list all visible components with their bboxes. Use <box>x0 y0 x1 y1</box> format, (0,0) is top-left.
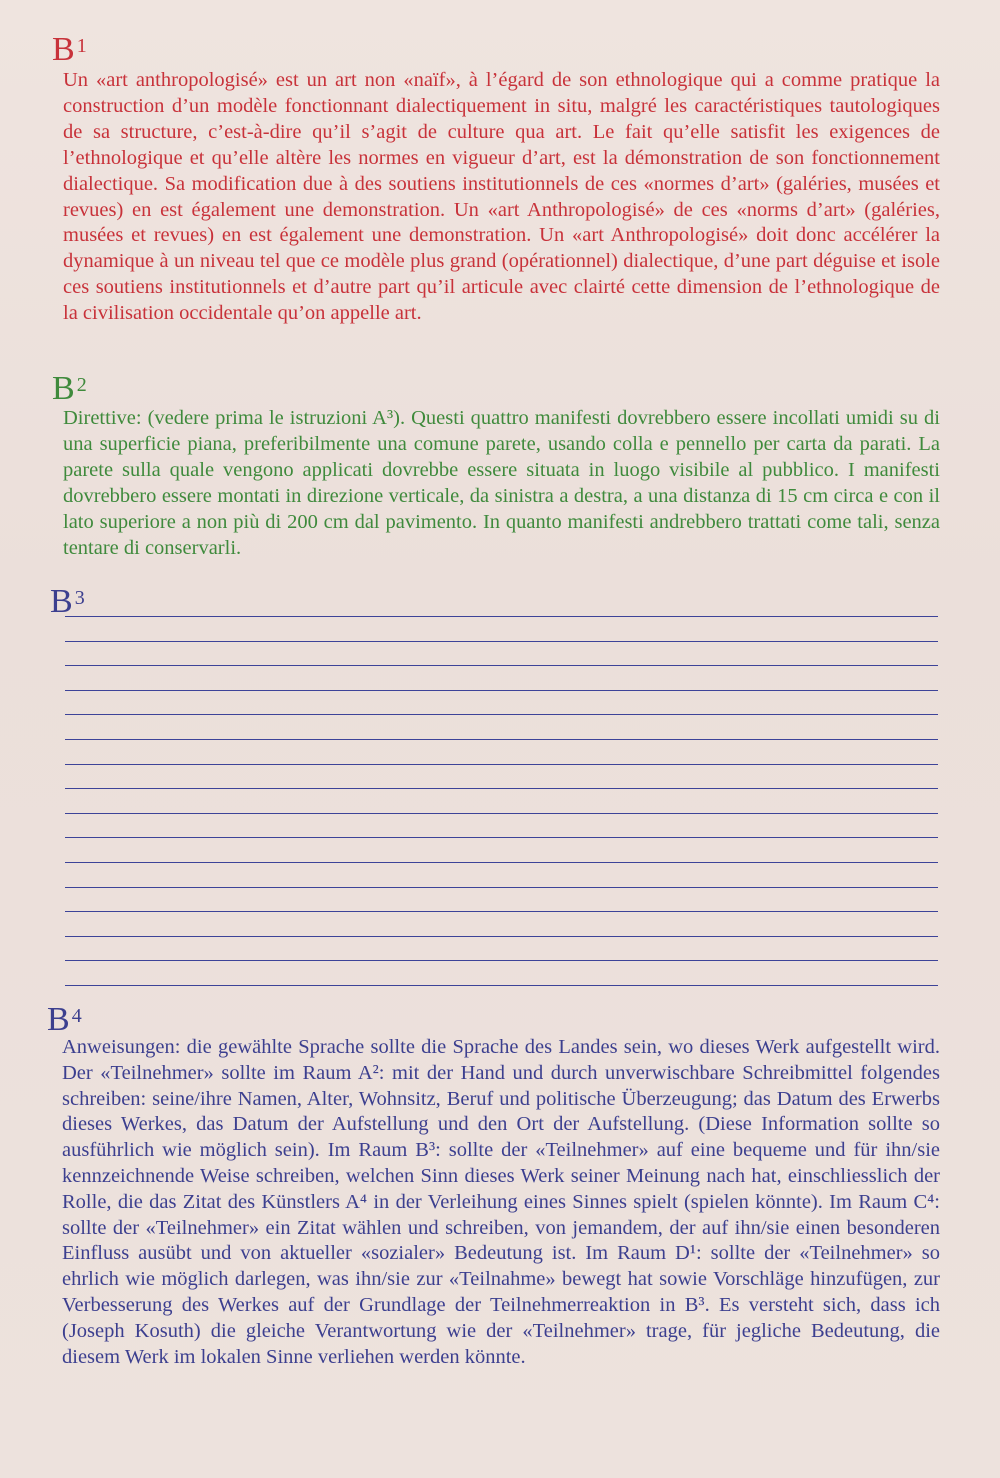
writing-line <box>65 837 938 838</box>
section-heading-b3 <box>50 585 85 619</box>
section-text-italian: Direttive: (vedere prima le istruzioni A³). Questi quattro manifesti dovrebbero essere incollati umidi su di una superficie piana, preferibilmente una comune parete, usando colla e pennello per carta da parati. La parete sulla quale vengono applicati dovrebbe essere situata in luogo visibile al pubblico. I manifesti dovrebbero essere montati in direzione verticale, da sinistra a destra, a una distanza di 15 cm circa e con il lato superiore a non più di 200 cm dal pavimento. In quanto manifesti andrebbero trattati come tali, senza tentare di conservarli. <box>63 407 940 560</box>
writing-lines[interactable] <box>65 616 938 1010</box>
writing-line <box>65 764 938 765</box>
writing-line <box>65 887 938 888</box>
writing-line <box>65 665 938 666</box>
heading-superscript: 4 <box>71 1005 82 1027</box>
writing-line <box>65 739 938 740</box>
writing-line <box>65 788 938 789</box>
heading-superscript: 1 <box>76 35 87 57</box>
writing-line <box>65 960 938 961</box>
section-text-german: Anweisungen: die gewählte Sprache sollte die Sprache des Landes sein, wo dieses Werk aufgestellt wird. Der «Teilnehmer» sollte im Raum A²: mit der Hand und durch unverwischbare Schreibmittel folgendes schreiben: seine/ihre Namen, Alter, Wohnsitz, Beruf und politische Überzeugung; das Datum des Erwerbs dieses Werkes, das Datum der Aufstellung und den Ort der Aufstellung. (Diese Information sollte so ausführlich wie möglich sein). Im Raum B³: sollte der «Teilnehmer» auf eine bequeme und für ihn/sie kennzeichnende Weise schreiben, welchen Sinn dieses Werk seiner Meinung nach hat, einschliesslich der Rolle, die das Zitat des Künstlers A⁴ in der Verleihung eines Sinnes spielt (spielen könnte). Im Raum C⁴: sollte der «Teilnehmer» ein Zitat wählen und schreiben, von jemandem, der auf ihn/sie einen besonderen Einfluss ausübt und von aktueller «sozialer» Bedeutung ist. Im Raum D¹: sollte der «Teilnehmer» so ehrlich wie möglich darlegen, was ihn/sie zur «Teilnahme» bewegt hat sowie Vorschläge hinzufügen, zur Verbesserung des Werkes auf der Grundlage der Teilnehmerreaktion in B³. Es versteht sich, dass ich (Joseph Kosuth) die gleiche Verantwortung wie der «Teilnehmer» trage, für jegliche Bedeutung, die diesem Werk im lokalen Sinne verliehen werden könnte. <box>62 1036 940 1368</box>
writing-line <box>65 936 938 937</box>
section-heading-b4 <box>47 1003 82 1037</box>
writing-line <box>65 690 938 691</box>
writing-line <box>65 985 938 986</box>
writing-line <box>65 862 938 863</box>
heading-superscript: 2 <box>76 374 87 396</box>
heading-superscript: 3 <box>74 587 85 609</box>
writing-line <box>65 911 938 912</box>
heading-letter: B <box>52 370 75 407</box>
writing-line <box>65 714 938 715</box>
heading-letter: B <box>52 31 75 68</box>
writing-line <box>65 813 938 814</box>
heading-letter: B <box>47 1001 70 1038</box>
heading-letter: B <box>50 583 73 620</box>
section-heading-b2 <box>52 372 87 406</box>
writing-line <box>65 616 938 617</box>
section-text-french: Un «art anthropologisé» est un art non «naïf», à l’égard de son ethnologique qui a comme pratique la construction d’un modèle fonctionnant dialectiquement in situ, malgré les caractéristiques tautologiques de sa structure, c’est-à-dire qu’il s’agit de culture qua art. Le fait qu’elle satisfit les exigences de l’ethnologique et qu’elle altère les normes en vigueur d’art, est la démonstration de son fonctionnement dialectique. Sa modification due à des soutiens institutionnels de ces «normes d’art» (galéries, musées et revues) en est également une demonstration. Un «art Anthropologisé» de ces «norms d’art» (galéries, musées et revues) en est également une demonstration. Un «art Anthropologisé» doit donc accélérer la dynamique à un niveau tel que ce modèle plus grand (opérationnel) dialectique, d’une part déguise et isole ces soutiens institutionnels et d’autre part qu’il articule avec clairté cette dimension de l’ethnologique de la civilisation occidentale qu’on appelle art. <box>63 69 940 325</box>
section-heading-b1 <box>52 33 87 67</box>
writing-line <box>65 641 938 642</box>
